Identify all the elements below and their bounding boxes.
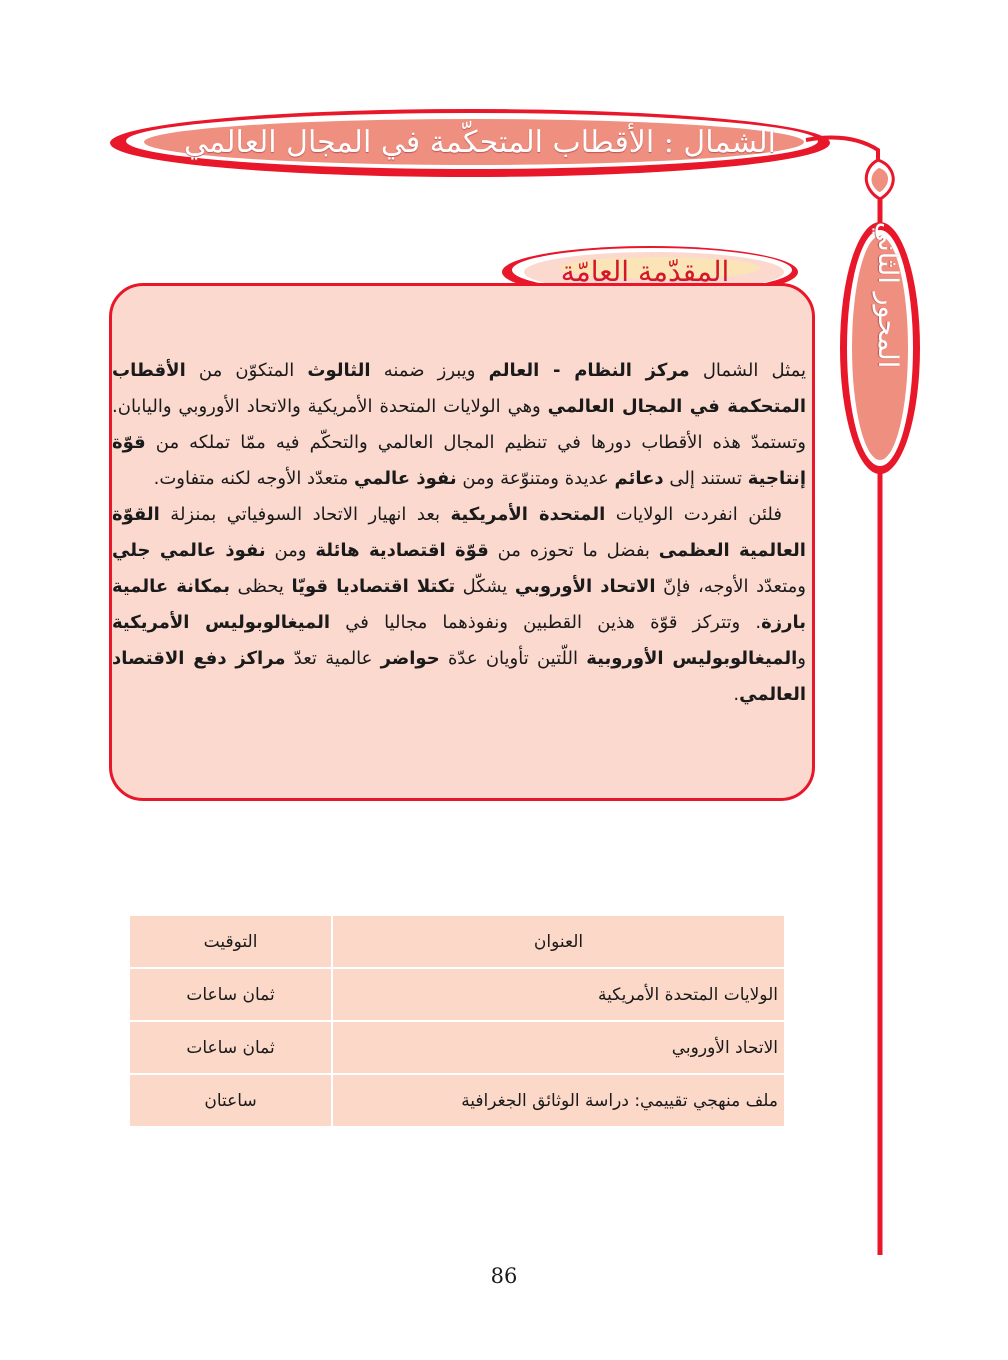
row-title: الاتحاد الأوروبي [332, 1021, 785, 1074]
text-run: يمثل الشمال [689, 360, 806, 381]
axis-label: المحور الثاني [872, 221, 904, 369]
text-run: وهي الولايات المتحدة الأمريكية والاتحاد الأوروبي واليابان. وتستمدّ هذه الأقطاب دورها في تنظيم المجال العالمي والتحكّم فيه ممّا تملكه من [112, 396, 806, 453]
bold-term: الميغالوبوليس الأمريكية [112, 612, 331, 633]
text-run: تستند إلى [663, 468, 748, 489]
bold-term: بمكانة عالمية بارزة [112, 576, 806, 633]
intro-heading: المقدّمة العامّة [560, 254, 730, 288]
bold-term: الأقطاب المتحكمة في المجال العالمي [112, 360, 806, 417]
text-run: عالمية تعدّ [285, 648, 381, 669]
table-row [129, 1021, 785, 1074]
intro-paragraph-1 [112, 353, 806, 497]
text-run: عديدة ومتنوّعة ومن [456, 468, 615, 489]
text-run: يحظى [229, 576, 292, 597]
text-run: ويبرز ضمنه [370, 360, 489, 381]
bold-term: مركز النظام - العالم [488, 360, 690, 381]
bold-term: تكتلا اقتصاديا قويّا [291, 576, 456, 597]
table-row [129, 968, 785, 1021]
intro-body [112, 353, 806, 713]
row-time: ثمان ساعات [129, 968, 332, 1021]
bold-term: الثالوث [307, 360, 371, 381]
text-run: ومن [265, 540, 316, 561]
text-run: يشكّل [455, 576, 515, 597]
row-time: ساعتان [129, 1074, 332, 1127]
row-title: ملف منهجي تقييمي: دراسة الوثائق الجغرافية [332, 1074, 785, 1127]
text-run: بعد انهيار الاتحاد السوفياتي بمنزلة [159, 504, 451, 525]
text-run: . وتتركز قوّة هذين القطبين ونفوذهما مجاليا في [330, 612, 762, 633]
intro-paragraph-2 [112, 497, 806, 713]
text-run: اللّتين تأويان عدّة [439, 648, 587, 669]
bold-term: قوّة اقتصادية هائلة [315, 540, 489, 561]
table-row [129, 1074, 785, 1127]
bold-term: مراكز دفع الاقتصاد العالمي [112, 648, 806, 705]
bold-term: دعائم [614, 468, 664, 489]
bold-term: الميغالوبوليس الأوروبية [586, 648, 798, 669]
text-run: متعدّد الأوجه لكنه متفاوت. [153, 468, 354, 489]
row-time: ثمان ساعات [129, 1021, 332, 1074]
text-run: . [733, 684, 740, 705]
text-run: و [797, 648, 806, 669]
bold-term: نفوذ عالمي جلي [112, 540, 266, 561]
bold-term: القوّة العالمية العظمى [112, 504, 806, 561]
text-run: ومتعدّد الأوجه، فإنّ [655, 576, 806, 597]
text-run: بفضل ما تحوزه من [488, 540, 659, 561]
bold-term: المتحدة الأمريكية [450, 504, 606, 525]
row-title: الولايات المتحدة الأمريكية [332, 968, 785, 1021]
text-run: المتكوّن من [185, 360, 308, 381]
bold-term: حواضر [380, 648, 440, 669]
bold-term: الاتحاد الأوروبي [514, 576, 656, 597]
drop-ornament [866, 160, 893, 199]
page-number: 86 [490, 1264, 518, 1288]
header-time: التوقيت [129, 915, 332, 968]
schedule-table [128, 914, 786, 1128]
table-header-row [129, 915, 785, 968]
header-title: العنوان [332, 915, 785, 968]
chapter-title: الشمال : الأقطاب المتحكّمة في المجال العالمي [184, 124, 776, 160]
bold-term: قوّة إنتاجية [112, 432, 806, 489]
text-run: فلئن انفردت الولايات [605, 504, 782, 525]
bold-term: نفوذ عالمي [354, 468, 457, 489]
